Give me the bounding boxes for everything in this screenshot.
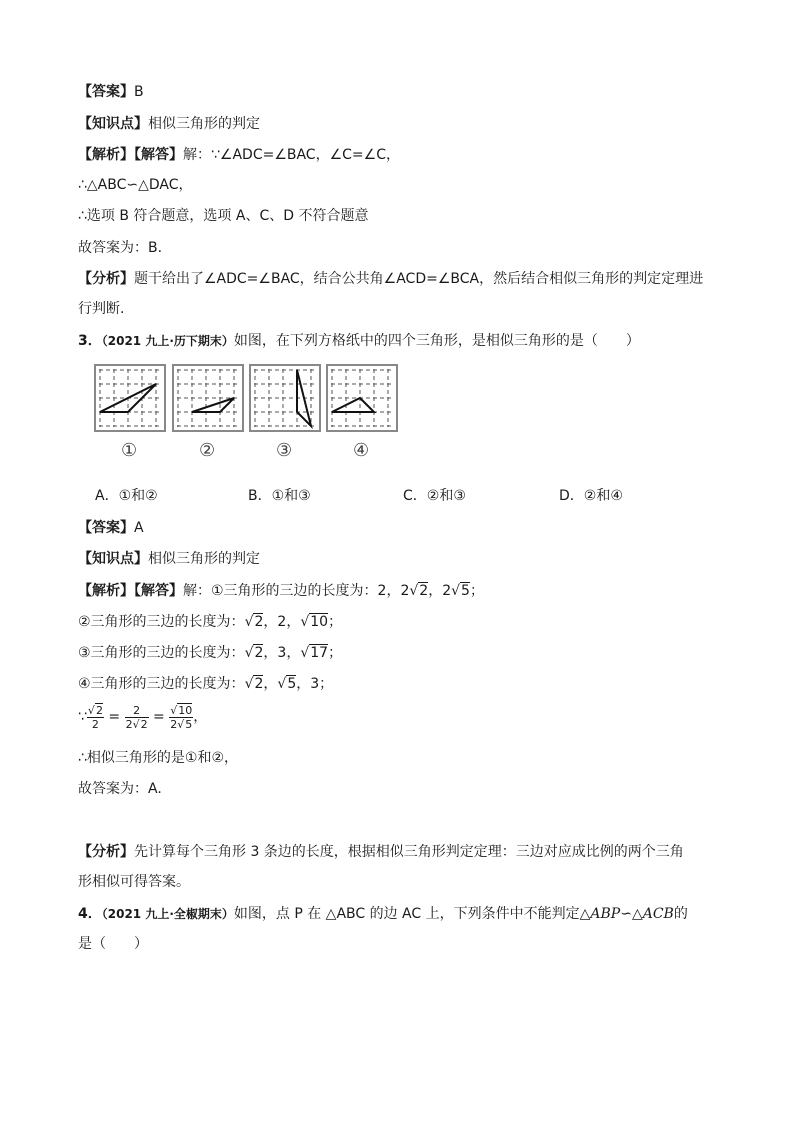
fenxi-tag: 【分析】 <box>78 271 134 287</box>
q4-source: （2021 九上·全椒期末） <box>101 907 234 921</box>
analysis-text: ④三角形的三边的长度为： <box>78 676 245 692</box>
q2-analysis-line-3: ∴选项 B 符合题意，选项 A、C、D 不符合题意 <box>78 208 369 224</box>
q2-answer-line <box>78 82 144 102</box>
q3-stem: 如图，在下列方格纸中的四个三角形，是相似三角形的是（ ） <box>233 333 640 349</box>
analysis-text: ②三角形的三边的长度为： <box>78 614 245 630</box>
q4-stem-line <box>78 904 688 924</box>
q4-number: 4． <box>78 906 102 922</box>
q3-stem-line <box>78 331 640 351</box>
analysis-text: 解：①三角形的三边的长度为：2， <box>183 583 401 599</box>
q3-analysis-line-4: ④三角形的三边的长度为：√2，√5，3； <box>78 676 334 692</box>
fenxi-tag: 【分析】 <box>78 844 134 860</box>
option-d[interactable]: D．②和④ <box>559 488 623 504</box>
knowledge-tag: 【知识点】 <box>78 116 148 132</box>
q2-analysis-line-1 <box>78 145 400 165</box>
fraction-3: $\frac{√10}{2√5}$ <box>170 703 193 731</box>
triangle-4 <box>332 398 374 412</box>
figure-grid-2 <box>172 364 244 432</box>
knowledge-tag: 【知识点】 <box>78 551 148 567</box>
q3-source: （2021 九上·历下期末） <box>101 334 234 348</box>
q3-knowledge-line <box>78 549 260 569</box>
answer-tag: 【答案】 <box>78 84 134 100</box>
fraction-1: $\frac{√2}{2}$ <box>87 703 103 731</box>
analysis-text: ③三角形的三边的长度为： <box>78 645 245 661</box>
q4-stem: 如图，点 P 在 △ABC 的边 AC 上，下列条件中不能判定 <box>233 906 580 922</box>
q3-analysis-line-1: 【解析】【解答】解：①三角形的三边的长度为：2，2√2，2√5； <box>78 583 484 599</box>
q2-analysis-line-4: 故答案为：B. <box>78 240 163 256</box>
option-a[interactable]: A．①和② <box>95 488 158 504</box>
q3-analysis-line-3: ③三角形的三边的长度为：√2，3，√17； <box>78 645 343 661</box>
figure-label-4: ④ <box>353 440 370 461</box>
q3-answer-line <box>78 518 144 538</box>
answer-tag: 【答案】 <box>78 520 134 536</box>
q4-formula: △ABP∽△ACB <box>579 906 674 922</box>
q2-knowledge-line <box>78 114 260 134</box>
figure-grid-4 <box>326 364 398 432</box>
answer-value: B <box>134 84 144 100</box>
q3-ratio-line: ∵ $\frac{√2}{2}$ = $\frac{2}{2√2}$ = $\frac{√10}{2√5}$ ， <box>78 703 208 731</box>
fenxi-text: 题干给出了∠ADC=∠BAC，结合公共角∠ACD=∠BCA，然后结合相似三角形的判定定理进 <box>134 271 704 287</box>
analysis-text: 解：∵∠ADC=∠BAC，∠C=∠C， <box>183 147 400 163</box>
option-c[interactable]: C．②和③ <box>403 488 466 504</box>
q3-fenxi-line-1 <box>78 842 684 862</box>
figure-label-3: ③ <box>276 440 293 461</box>
math-2sqrt2: 2√2 <box>400 583 429 599</box>
q3-final: 故答案为：A. <box>78 781 162 797</box>
figure-grid-3 <box>249 364 321 432</box>
analysis-tag: 【解析】【解答】 <box>78 147 183 163</box>
figure-label-2: ② <box>199 440 216 461</box>
answer-value: A <box>134 520 144 536</box>
knowledge-value: 相似三角形的判定 <box>148 116 260 132</box>
q2-fenxi-line-2: 行判断. <box>78 301 125 317</box>
fraction-2: $\frac{2}{2√2}$ <box>125 703 148 731</box>
q3-number: 3． <box>78 333 102 349</box>
knowledge-value: 相似三角形的判定 <box>148 551 260 567</box>
option-b[interactable]: B．①和③ <box>248 488 311 504</box>
q2-fenxi-line-1 <box>78 269 703 289</box>
triangle-2 <box>192 398 234 412</box>
analysis-tag: 【解析】【解答】 <box>78 583 183 599</box>
figure-label-1: ① <box>121 440 138 461</box>
fenxi-text: 先计算每个三角形 3 条边的长度，根据相似三角形判定定理：三边对应成比例的两个三角 <box>134 844 684 860</box>
q4-stem-line-2: 是（ ） <box>78 936 148 952</box>
q3-analysis-line-2: ②三角形的三边的长度为：√2，2，√10； <box>78 614 343 630</box>
math-2sqrt5: 2√5 <box>442 583 470 599</box>
figure-grid-1 <box>94 364 166 432</box>
q2-analysis-line-2: ∴△ABC∽△DAC， <box>78 177 193 193</box>
q4-stem-end: 的 <box>673 906 688 922</box>
q3-fenxi-line-2: 形相似可得答案。 <box>78 874 190 890</box>
q3-conclusion: ∴相似三角形的是①和②， <box>78 750 239 766</box>
